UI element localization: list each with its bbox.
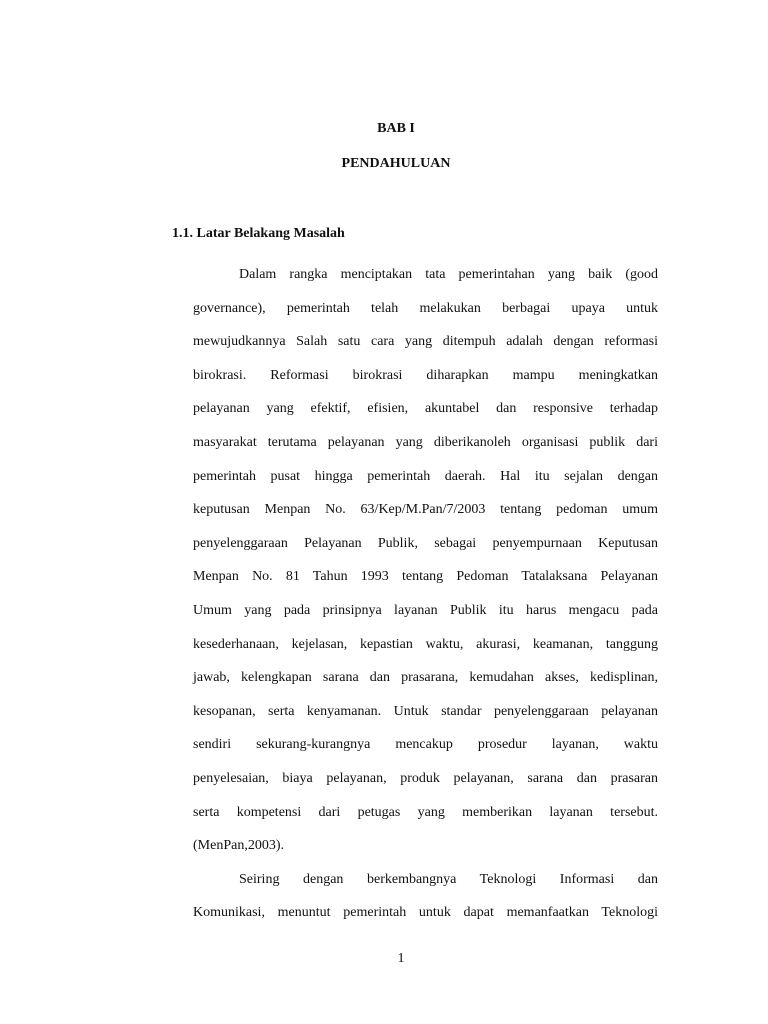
page-number: 1	[397, 951, 405, 966]
body-line: mewujudkannya Salah satu cara yang ditempuh adalah dengan reformasi	[193, 334, 658, 350]
body-line: kesopanan, serta kenyamanan. Untuk standar penyelenggaraan pelayanan	[193, 703, 658, 719]
chapter-heading: BAB I	[377, 121, 415, 136]
body-line: jawab, kelengkapan sarana dan prasarana, kemudahan akses, kedisplinan,	[193, 670, 658, 686]
body-line: masyarakat terutama pelayanan yang diberikanoleh organisasi publik dari	[193, 434, 658, 450]
body-paragraphs	[193, 258, 658, 930]
body-line: penyelesaian, biaya pelayanan, produk pelayanan, sarana dan prasaran	[193, 770, 658, 786]
body-line: Umum yang pada prinsipnya layanan Publik itu harus mengacu pada	[193, 602, 658, 618]
body-line: governance), pemerintah telah melakukan berbagai upaya untuk	[193, 300, 658, 316]
chapter-title: PENDAHULUAN	[341, 156, 451, 171]
body-line: Dalam rangka menciptakan tata pemerintahan yang baik (good	[239, 267, 658, 282]
body-line: pemerintah pusat hingga pemerintah daerah. Hal itu sejalan dengan	[193, 468, 658, 484]
body-line: Menpan No. 81 Tahun 1993 tentang Pedoman Tatalaksana Pelayanan	[193, 569, 658, 585]
body-line: keputusan Menpan No. 63/Kep/M.Pan/7/2003 tentang pedoman umum	[193, 502, 658, 518]
body-line: pelayanan yang efektif, efisien, akuntabel dan responsive terhadap	[193, 401, 658, 417]
body-line: Komunikasi, menuntut pemerintah untuk dapat memanfaatkan Teknologi	[193, 905, 658, 921]
body-line: Seiring dengan berkembangnya Teknologi Informasi dan	[239, 871, 658, 887]
section-heading: 1.1. Latar Belakang Masalah	[172, 226, 345, 241]
body-line: penyelenggaraan Pelayanan Publik, sebagai penyempurnaan Keputusan	[193, 535, 658, 551]
body-line: (MenPan,2003).	[193, 838, 284, 854]
body-line: serta kompetensi dari petugas yang memberikan layanan tersebut.	[193, 804, 658, 820]
body-line: birokrasi. Reformasi birokrasi diharapkan mampu meningkatkan	[193, 367, 658, 383]
body-line: sendiri sekurang-kurangnya mencakup prosedur layanan, waktu	[193, 737, 658, 753]
body-line: kesederhanaan, kejelasan, kepastian waktu, akurasi, keamanan, tanggung	[193, 636, 658, 652]
